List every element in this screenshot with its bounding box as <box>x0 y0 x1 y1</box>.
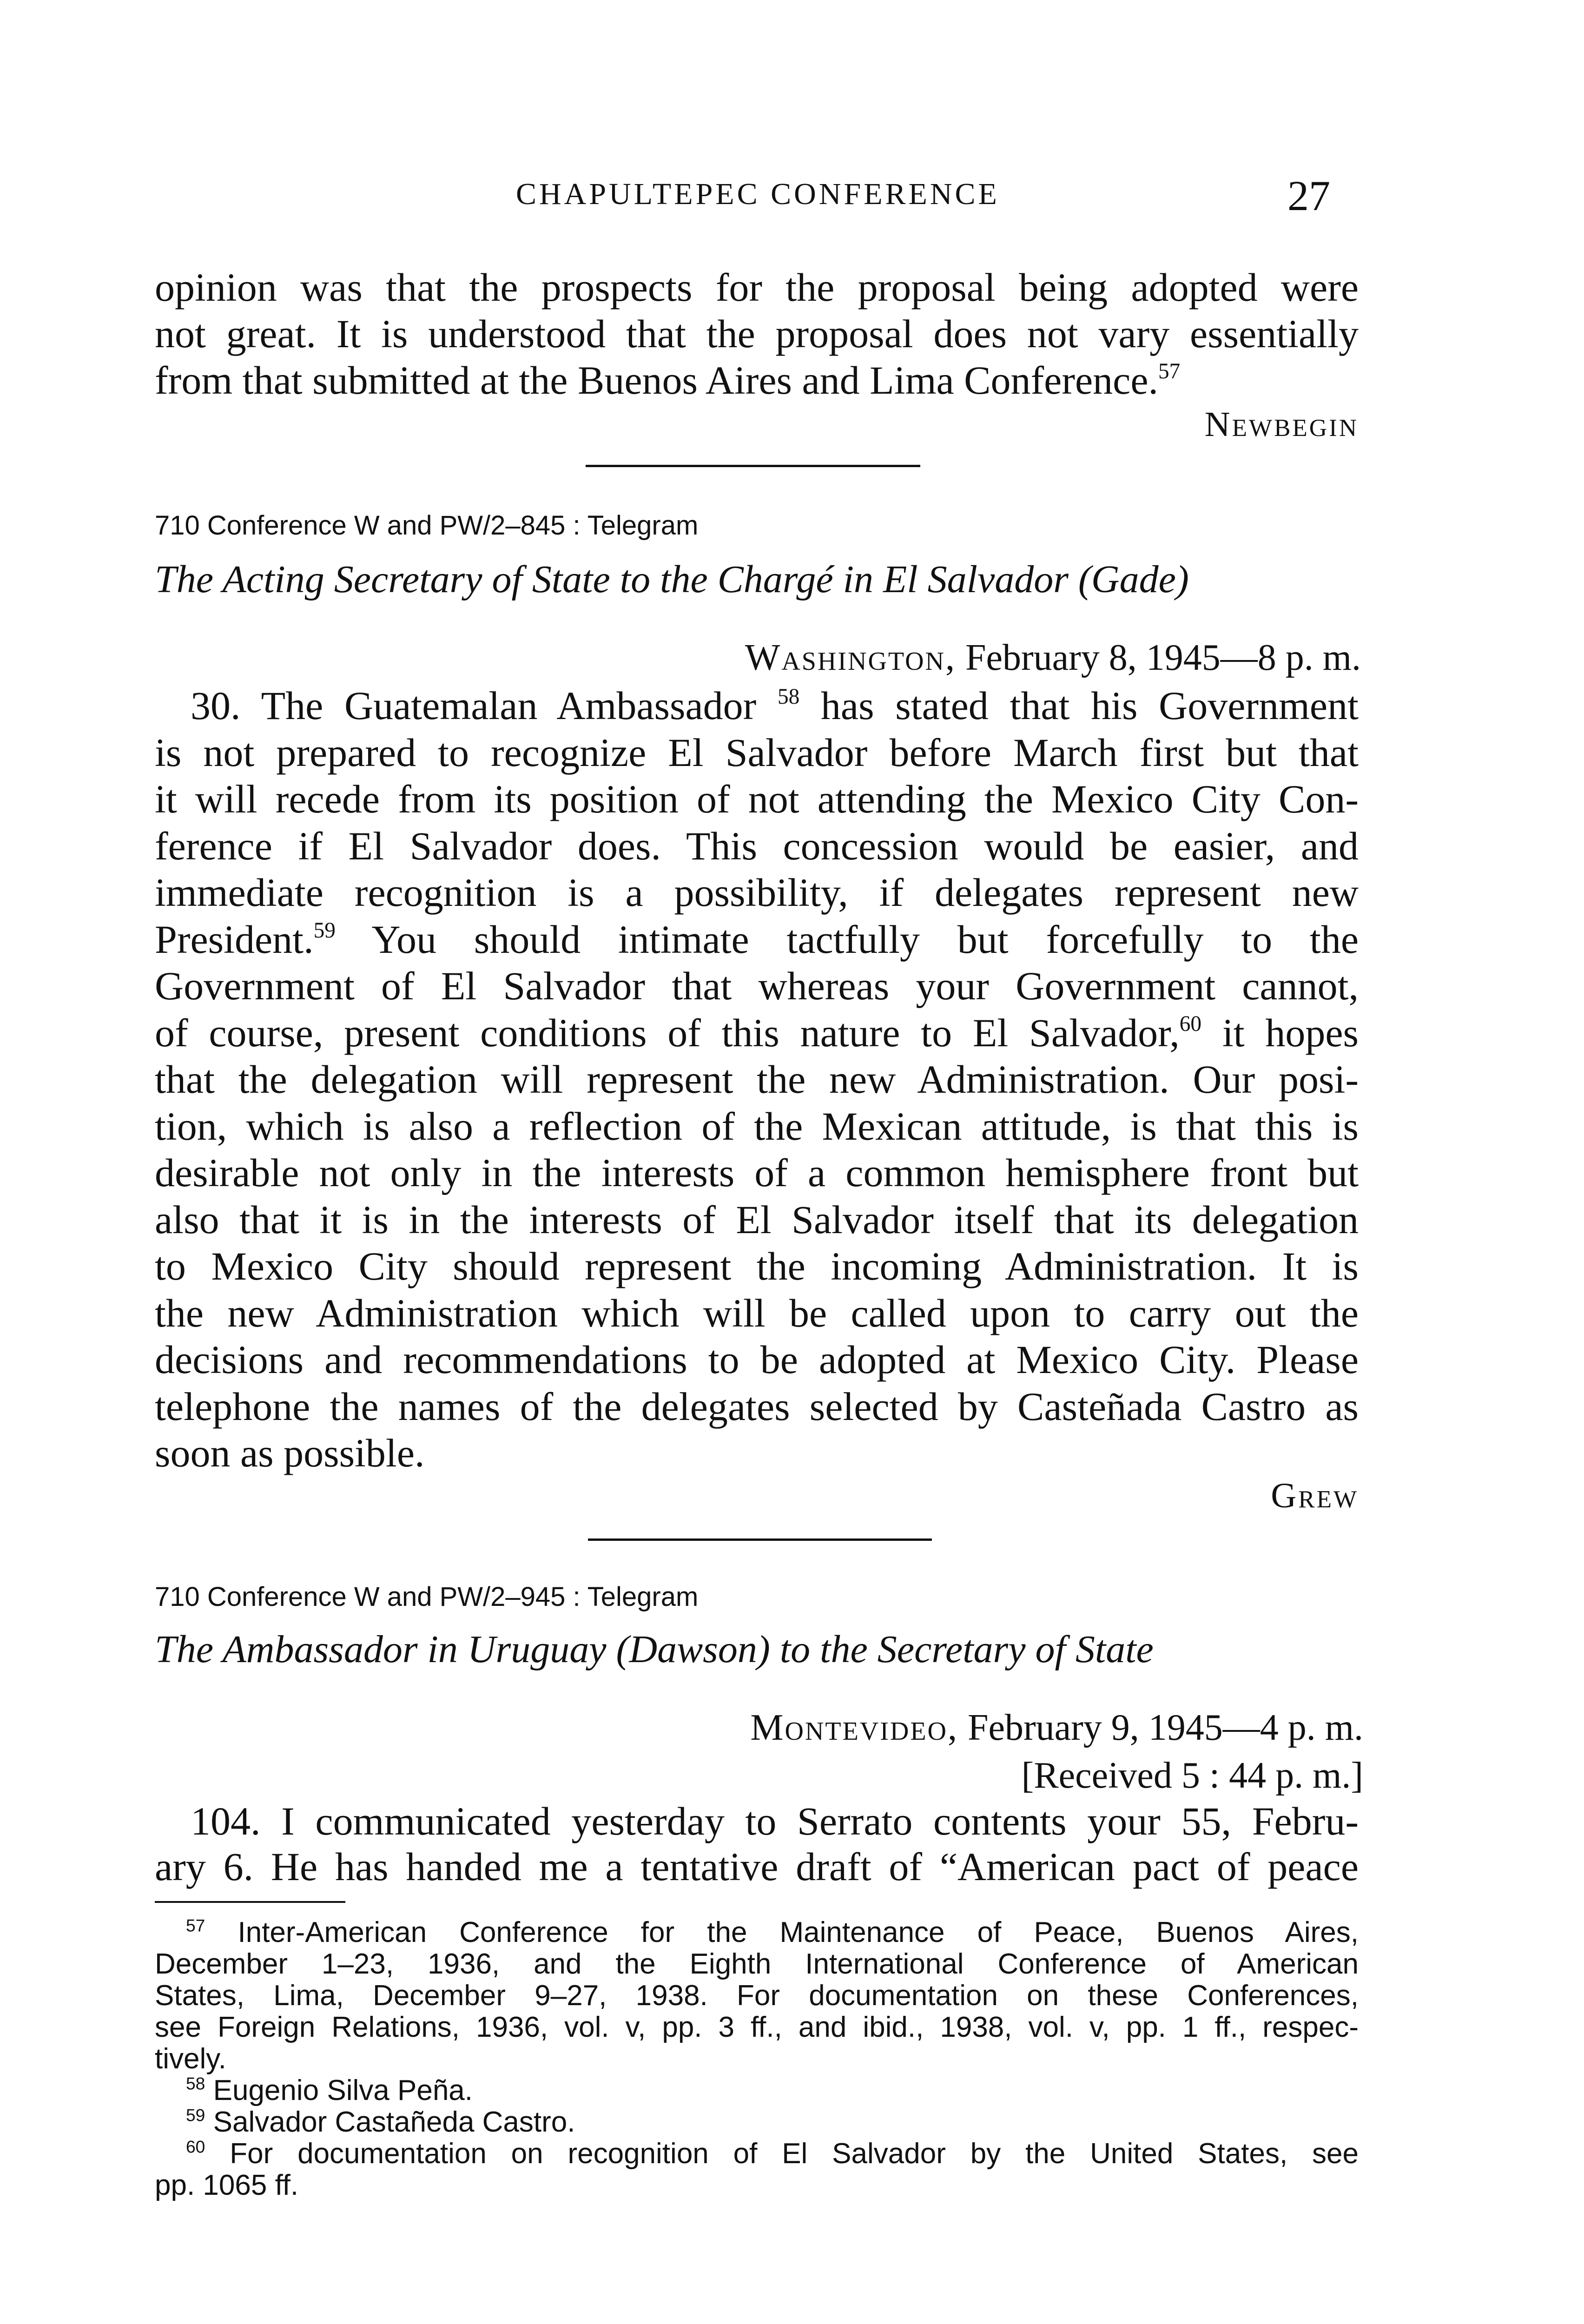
body-line-text: of course, present conditions of this nature to El Salvador, <box>155 1010 1180 1055</box>
body-line <box>155 1337 1359 1382</box>
body-line-text: 30. The Guatemalan Ambassador <box>191 683 778 728</box>
body-line <box>155 870 1359 915</box>
received-note: [Received 5 : 44 p. m.] <box>1021 1755 1363 1796</box>
body-line <box>155 1150 1359 1195</box>
footnote-line <box>186 2106 575 2139</box>
footnote-separator <box>155 1901 345 1903</box>
dateline-date: February 8, 1945—8 p. m. <box>956 637 1361 678</box>
footnote-ref: 60 <box>1179 1011 1202 1036</box>
footnote-line <box>155 1948 1359 1981</box>
footnote-text: tively. <box>155 2043 226 2075</box>
body-line <box>155 358 1181 403</box>
body-line-text: soon as possible. <box>155 1431 425 1475</box>
body-line-text: decisions and recommendations to be adopted at Mexico City. Please <box>155 1337 1359 1382</box>
body-line-text: it hopes <box>1201 1010 1359 1055</box>
footnote-line <box>155 2011 1359 2044</box>
file-reference: 710 Conference W and PW/2–845 : Telegram <box>155 510 699 541</box>
body-line <box>155 1104 1359 1149</box>
body-line <box>155 730 1359 775</box>
dateline <box>750 1707 1363 1749</box>
body-line-text: to Mexico City should represent the incoming Administration. It is <box>155 1244 1359 1288</box>
body-line-text: Government of El Salvador that whereas your Government cannot, <box>155 964 1359 1008</box>
footnote-ref: 59 <box>313 918 336 943</box>
footnote-ref: 58 <box>777 684 800 709</box>
body-line <box>155 1010 1359 1055</box>
footnote-text: Salvador Castañeda Castro. <box>213 2106 575 2138</box>
body-line-text: that the delegation will represent the new Administration. Our posi- <box>155 1057 1359 1102</box>
body-line-text: telephone the names of the delegates selected by Casteñada Castro as <box>155 1384 1359 1429</box>
footnote-line <box>186 2074 473 2107</box>
section-divider <box>588 1538 932 1541</box>
footnote-number: 59 <box>186 2105 205 2125</box>
body-line: ary 6. He has handed me a tentative draft of “American pact of peace <box>155 1844 1359 1889</box>
body-line: not great. It is understood that the proposal does not vary essentially <box>155 311 1359 356</box>
footnote-number: 57 <box>186 1915 205 1935</box>
running-title: CHAPULTEPEC CONFERENCE <box>516 177 1000 211</box>
body-line <box>155 1384 1359 1429</box>
body-line <box>155 1197 1359 1242</box>
footnote-text: Eugenio Silva Peña. <box>213 2074 473 2106</box>
footnote-text: States, Lima, December 9–27, 1938. For documentation on these Conferences, <box>155 1980 1359 2012</box>
body-line <box>155 1057 1359 1102</box>
footnote-text: For documentation on recognition of El Salvador by the United States, see <box>230 2138 1359 2170</box>
dateline-place: Washington, <box>745 637 956 678</box>
signature: Grew <box>1271 1476 1359 1515</box>
title-part: Dawson <box>629 1628 757 1671</box>
body-line <box>155 966 1359 1006</box>
body-line-text: it will recede from its position of not attending the Mexico City Con- <box>155 777 1359 821</box>
body-line <box>191 683 1359 728</box>
dateline-date: February 9, 1945—4 p. m. <box>958 1707 1363 1748</box>
file-reference: 710 Conference W and PW/2–945 : Telegram <box>155 1582 699 1612</box>
footnote-ref: 57 <box>1158 359 1181 383</box>
footnote-number: 58 <box>186 2073 205 2093</box>
body-line-text: President. <box>155 917 314 962</box>
body-line: 104. I communicated yesterday to Serrato contents your 55, Febru- <box>191 1799 1359 1843</box>
title-part: The Ambassador in Uruguay ( <box>155 1628 629 1671</box>
section-divider <box>586 465 920 467</box>
dateline-place: Montevideo, <box>750 1707 958 1748</box>
footnote-text: pp. 1065 ff. <box>155 2169 299 2201</box>
body-line-text: also that it is in the interests of El Salvador itself that its delegation <box>155 1197 1359 1242</box>
body-line <box>155 1246 1359 1286</box>
body-line-text: is not prepared to recognize El Salvador before March first but that <box>155 730 1359 775</box>
body-line-text: has stated that his Government <box>799 683 1359 728</box>
title-part: The Acting Secretary of State to the Chargé in El Salvador ( <box>155 558 1091 601</box>
page-number: 27 <box>1287 172 1330 219</box>
body-line <box>155 779 1359 819</box>
body-line <box>155 917 1359 962</box>
footnote-line <box>155 1979 1359 2012</box>
footnote-line <box>155 2042 226 2075</box>
body-line-text: desirable not only in the interests of a common hemisphere front but <box>155 1150 1359 1195</box>
body-line-text: immediate recognition is a possibility, if delegates represent new <box>155 870 1359 915</box>
body-line <box>155 826 1359 866</box>
title-part: ) to the Secretary of State <box>757 1628 1154 1671</box>
body-line-text: the new Administration which will be called upon to carry out the <box>155 1291 1359 1335</box>
body-line-text: ference if El Salvador does. This concession would be easier, and <box>155 824 1359 868</box>
dateline <box>745 637 1361 679</box>
footnote-text: Inter-American Conference for the Maintenance of Peace, Buenos Aires, <box>238 1916 1359 1948</box>
body-line <box>155 1433 425 1473</box>
signature: Newbegin <box>1204 405 1359 444</box>
title-part: ) <box>1175 558 1189 601</box>
footnote-line <box>186 2137 1359 2170</box>
body-line-text: tion, which is also a reflection of the Mexican attitude, is that this is <box>155 1104 1359 1149</box>
footnote-line <box>155 2169 298 2202</box>
document-title <box>155 557 1189 602</box>
footnote-text: see Foreign Relations, 1936, vol. v, pp. 3 ff., and ibid., 1938, vol. v, pp. 1 ff., respec- <box>155 2011 1359 2043</box>
footnote-number: 60 <box>186 2137 205 2157</box>
body-line <box>155 1293 1359 1333</box>
footnote-line <box>186 1916 1359 1949</box>
body-line-text: from that submitted at the Buenos Aires and Lima Conference. <box>155 358 1158 403</box>
title-part: Gade <box>1091 558 1176 601</box>
body-line: opinion was that the prospects for the proposal being adopted were <box>155 265 1359 310</box>
document-title <box>155 1627 1154 1672</box>
body-line-text: You should intimate tactfully but forcefully to the <box>335 917 1359 962</box>
footnote-text: December 1–23, 1936, and the Eighth International Conference of American <box>155 1948 1359 1980</box>
